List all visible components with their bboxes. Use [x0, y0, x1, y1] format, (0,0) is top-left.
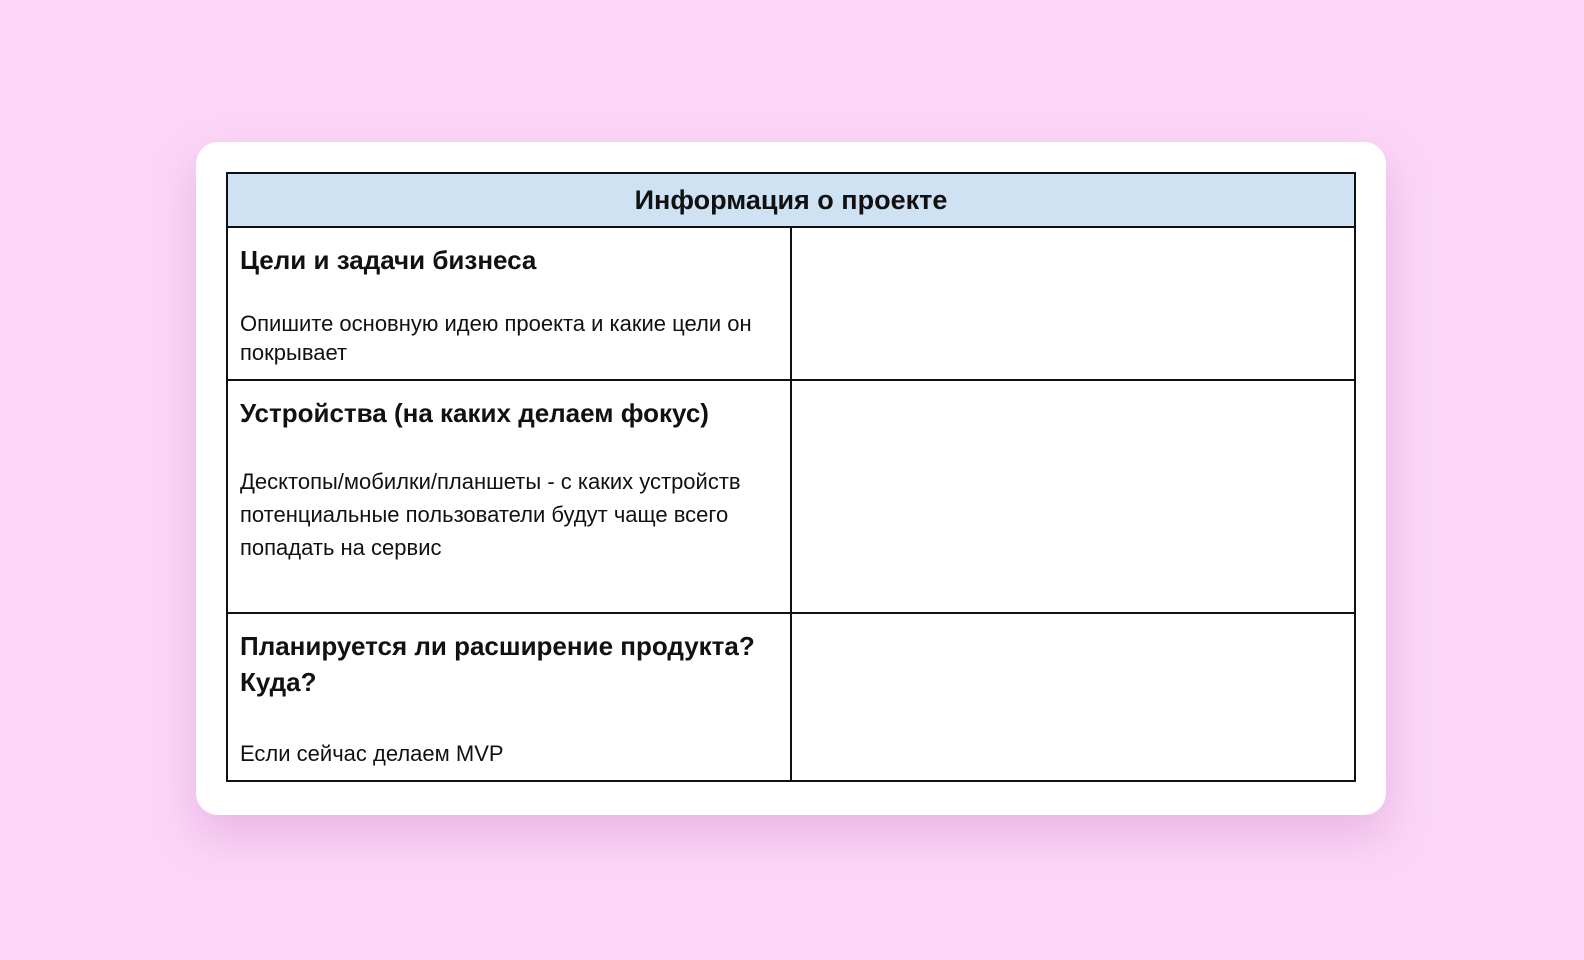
- question-hint: Десктопы/мобилки/планшеты - с каких устройств потенциальные пользователи будут чаще всего попадать на сервис: [240, 469, 741, 560]
- question-title: Устройства (на каких делаем фокус): [240, 398, 709, 428]
- document-card: [196, 142, 1386, 815]
- table-header-row: [227, 173, 1355, 227]
- answer-cell[interactable]: [791, 613, 1355, 781]
- answer-cell[interactable]: [791, 380, 1355, 613]
- question-title: Цели и задачи бизнеса: [240, 245, 537, 275]
- label-cell: [227, 227, 791, 380]
- label-cell: [227, 613, 791, 781]
- question-title: Планируется ли расширение продукта? Куда?: [240, 631, 755, 697]
- question-hint: Если сейчас делаем MVP: [240, 741, 504, 766]
- label-cell: [227, 380, 791, 613]
- table-row: [227, 227, 1355, 380]
- table-row: [227, 613, 1355, 781]
- table-header: Информация о проекте: [227, 173, 1355, 227]
- table-row: [227, 380, 1355, 613]
- answer-cell[interactable]: [791, 227, 1355, 380]
- question-hint: Опишите основную идею проекта и какие цели он покрывает: [240, 311, 752, 365]
- project-info-table: [226, 172, 1356, 782]
